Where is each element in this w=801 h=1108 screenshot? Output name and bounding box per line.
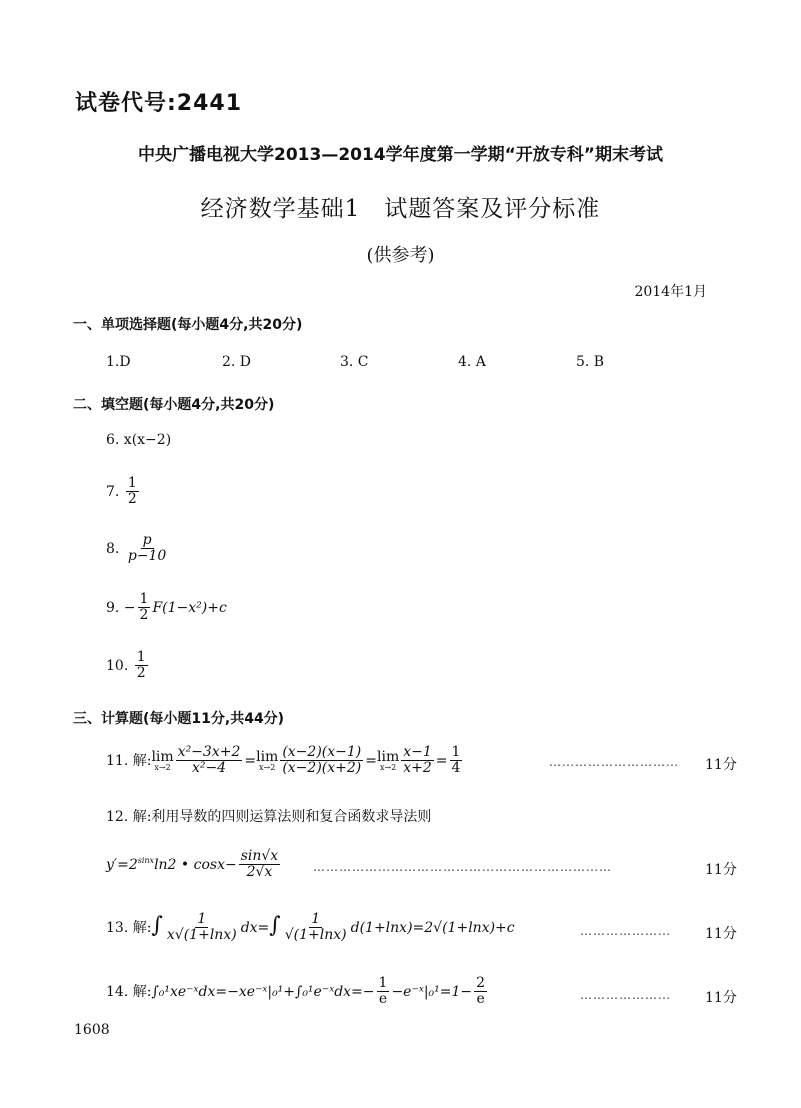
fraction-denominator: e: [378, 991, 388, 1008]
fraction-numerator: p: [142, 532, 152, 548]
integral-sign: ∫: [151, 912, 163, 938]
limit-text: lim: [256, 748, 279, 765]
expr-middle: dx=: [240, 919, 270, 936]
answer-10-fraction: [135, 650, 148, 682]
answer-4: 4. A: [458, 354, 486, 370]
exam-code: 试卷代号:2441: [75, 91, 243, 116]
solution-11-label: 11. 解:: [106, 752, 152, 769]
section1-heading: 一、单项选择题(每小题4分,共20分): [73, 317, 303, 333]
solution-13-label: 13. 解:: [106, 919, 152, 936]
expr-superscript: sinx: [137, 856, 155, 866]
fraction: [165, 912, 239, 944]
answer-10: [106, 650, 150, 682]
limit-subscript: x→2: [379, 762, 397, 772]
answer-7-label: 7.: [106, 483, 120, 500]
fraction: [239, 849, 281, 881]
limit-text: lim: [151, 748, 174, 765]
fraction-numerator: x²−3x+2: [177, 744, 241, 760]
score-13: 11分: [705, 926, 737, 942]
page-number: 1608: [74, 1022, 110, 1038]
answer-6: 6. x(x−2): [106, 432, 172, 448]
dot-leader: …………………: [580, 924, 671, 938]
fraction-numerator: 1: [136, 649, 146, 665]
answer-5: 5. B: [576, 354, 605, 370]
dot-leader: …………………: [580, 988, 671, 1002]
answer-2: 2. D: [222, 354, 252, 370]
answer-9-fraction: [138, 592, 151, 624]
score-12: 11分: [705, 862, 737, 878]
answer-3: 3. C: [340, 354, 369, 370]
fraction-denominator: 2: [127, 491, 137, 508]
fraction: [176, 745, 243, 777]
answer-9-rest: F(1−x²)+c: [152, 599, 227, 616]
fraction-numerator: 1: [378, 975, 388, 991]
exam-date: 2014年1月: [634, 284, 707, 300]
fraction: [450, 745, 463, 777]
limit-operator: [151, 750, 173, 772]
fraction: [401, 745, 434, 777]
fraction-denominator: 2√x: [246, 864, 273, 881]
fraction-denominator: √(1+lnx): [284, 927, 347, 944]
expr-middle: −e⁻ˣ|₀¹=1−: [391, 983, 473, 1000]
dot-leader: …………………………: [549, 755, 679, 769]
fraction-numerator: 1: [197, 911, 207, 927]
fraction: [283, 912, 349, 944]
fraction-numerator: 1: [139, 591, 149, 607]
fraction-denominator: x²−4: [191, 760, 227, 777]
fraction-numerator: 1: [451, 744, 461, 760]
limit-text: lim: [376, 748, 400, 765]
solution-12-expr: [106, 849, 282, 881]
score-11: 11分: [705, 757, 737, 773]
fraction: [377, 976, 390, 1008]
expr-middle: ln2 • cosx−: [154, 856, 237, 873]
answer-9: [106, 592, 227, 624]
score-14: 11分: [705, 990, 737, 1006]
answer-1: 1.D: [106, 354, 131, 370]
solution-13: [106, 912, 515, 944]
dot-leader: ……………………………………………………………: [313, 860, 612, 874]
limit-operator: [256, 750, 278, 772]
fraction: [280, 745, 363, 777]
fraction-denominator: (x−2)(x+2): [282, 760, 362, 777]
answer-8-fraction: [126, 533, 169, 565]
expr-tail: d(1+lnx)=2√(1+lnx)+c: [350, 919, 515, 936]
expr-main: ∫₀¹xe⁻ˣdx=−xe⁻ˣ|₀¹+∫₀¹e⁻ˣdx=−: [151, 983, 375, 1000]
reference-note: (供参考): [366, 245, 435, 266]
fraction-numerator: 2: [476, 975, 486, 991]
fraction-numerator: sin√x: [240, 848, 279, 864]
fraction-denominator: x+2: [403, 760, 432, 777]
limit-operator: [377, 750, 399, 772]
fraction-numerator: x−1: [403, 744, 432, 760]
answer-7: [106, 476, 141, 508]
answer-8: [106, 533, 170, 565]
section3-heading: 三、计算题(每小题11分,共44分): [73, 711, 285, 727]
expr-prefix: y′=2: [106, 856, 138, 873]
limit-subscript: x→2: [154, 762, 171, 772]
solution-11: 11. 解: lim x→2 $\frac{\text{x²−3x+2}}{\text{x²−4}}$ = lim x→2 $\frac{(x-2)(x-1)}{(x-2)(x+2)}$ = lim x→2 $\frac{x-1}{x+2}$ = $\frac{1}{4}$: [106, 744, 461, 777]
answer-8-label: 8.: [106, 540, 120, 557]
solution-14: [106, 976, 489, 1008]
limit-subscript: x→2: [259, 762, 276, 772]
fraction-numerator: 1: [311, 911, 321, 927]
fraction-denominator: 4: [451, 760, 461, 777]
fraction-numerator: 1: [127, 475, 137, 491]
exam-title: 中央广播电视大学2013—2014学年度第一学期“开放专科”期末考试: [138, 145, 663, 165]
fraction-denominator: p−10: [127, 548, 167, 565]
solution-14-label: 14. 解:: [106, 983, 152, 1000]
section2-heading: 二、填空题(每小题4分,共20分): [73, 397, 275, 413]
fraction-denominator: e: [476, 991, 485, 1008]
fraction-denominator: 2: [136, 665, 146, 682]
solution-12-label: 12. 解:利用导数的四则运算法则和复合函数求导法则: [106, 809, 432, 825]
integral-sign: ∫: [269, 912, 281, 938]
answer-9-label: 9. −: [106, 599, 136, 616]
fraction-denominator: x√(1+lnx): [166, 927, 237, 944]
fraction-denominator: 2: [139, 607, 149, 624]
answer-7-fraction: [126, 476, 139, 508]
fraction: [474, 976, 487, 1008]
answer-10-label: 10.: [106, 657, 129, 674]
subject-title: 经济数学基础1 试题答案及评分标准: [200, 196, 601, 222]
fraction-numerator: (x−2)(x−1): [282, 744, 362, 760]
